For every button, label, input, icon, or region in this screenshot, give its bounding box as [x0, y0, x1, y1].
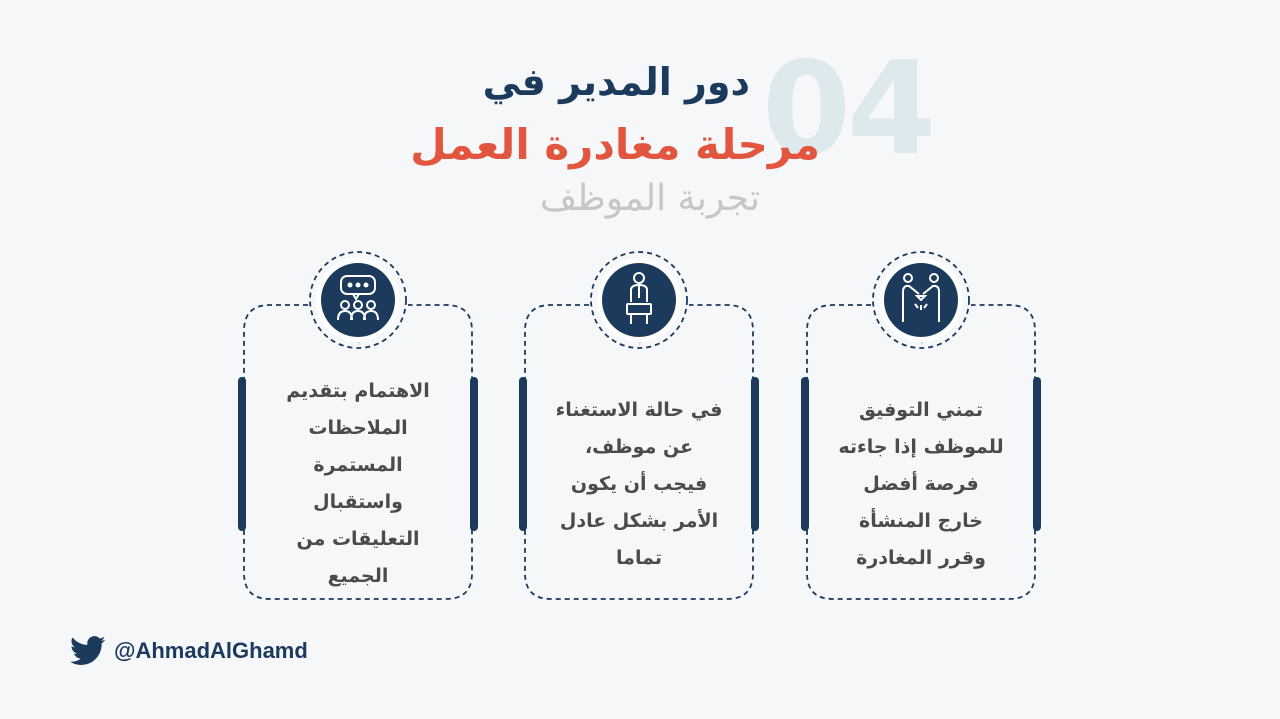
card-bar-right: [470, 377, 478, 531]
group-discussion-badge: [308, 250, 408, 350]
section-number: 04: [762, 35, 933, 184]
card-bar-right: [1033, 377, 1041, 531]
twitter-handle[interactable]: [70, 636, 308, 666]
handshake-badge: [871, 250, 971, 350]
twitter-handle-text: @AhmadAlGhamd: [114, 638, 308, 663]
card-bar-left: [519, 377, 527, 531]
title-line-1: دور المدير في: [482, 60, 750, 104]
card-feedback: [242, 303, 474, 601]
card-bar-left: [801, 377, 809, 531]
card-text: الاهتمام بتقديم الملاحظات المستمرة واستقبال التعليقات من الجميع: [286, 380, 430, 587]
title-line-2: مرحلة مغادرة العمل: [410, 120, 820, 169]
card-farewell: [805, 303, 1037, 601]
card-text: تمني التوفيق للموظف إذا جاءته فرصة أفضل خارج المنشأة وقرر المغادرة: [838, 398, 1004, 569]
card-text: في حالة الاستغناء عن موظف، فيجب أن يكون الأمر بشكل عادل تماما: [555, 398, 723, 569]
employee-at-desk-badge: [589, 250, 689, 350]
card-dismissal: [523, 303, 755, 601]
subtitle: تجربة الموظف: [539, 178, 760, 219]
card-bar-right: [751, 377, 759, 531]
twitter-icon: [70, 636, 106, 666]
card-bar-left: [238, 377, 246, 531]
